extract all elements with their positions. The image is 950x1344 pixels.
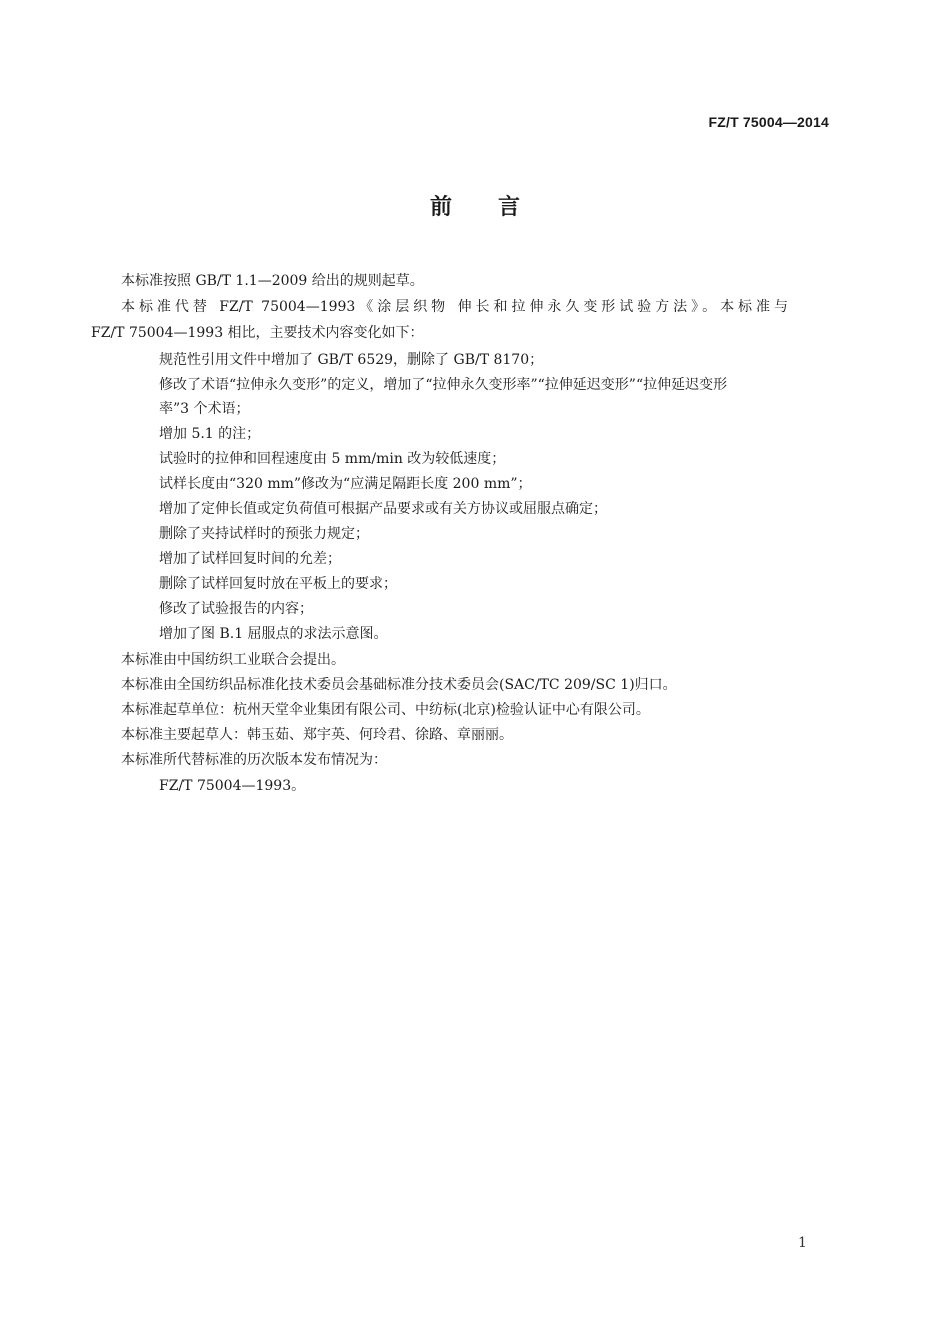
paragraph-drafting-units: 本标准起草单位：杭州天堂伞业集团有限公司、中纺标(北京)检验认证中心有限公司。 [121,702,650,718]
standard-code: FZ/T 75004—2014 [708,114,829,130]
page-title: 前言 [429,195,566,220]
history-item: FZ/T 75004—1993。 [159,778,306,794]
list-item: 修改了术语“拉伸永久变形”的定义，增加了“拉伸永久变形率”“拉伸延迟变形”“拉伸延迟变形 [159,377,728,393]
paragraph-history: 本标准所代替标准的历次版本发布情况为： [121,752,387,768]
paragraph-replacement-cont: FZ/T 75004—1993 相比，主要技术内容变化如下： [91,325,424,341]
list-item: 试验时的拉伸和回程速度由 5 mm/min 改为较低速度； [159,451,506,467]
paragraph-committee: 本标准由全国纺织品标准化技术委员会基础标准分技术委员会(SAC/TC 209/SC 1)归口。 [121,677,677,693]
paragraph-replacement: 本标准代替 FZ/T 75004—1993《涂层织物 伸长和拉伸永久变形试验方法》。本标准与 [121,299,788,315]
list-item: 增加 5.1 的注； [159,426,261,442]
list-item: 增加了试样回复时间的允差； [159,551,341,567]
list-item: 增加了图 B.1 屈服点的求法示意图。 [159,626,388,642]
list-item-cont: 率”3 个术语； [159,401,250,417]
list-item: 增加了定伸长值或定负荷值可根据产品要求或有关方协议或屈服点确定； [159,501,607,517]
page-number: 1 [798,1235,807,1251]
paragraph-drafters: 本标准主要起草人：韩玉茹、郑宇英、何玲君、徐路、章丽丽。 [121,727,513,743]
paragraph-drafting-rule: 本标准按照 GB/T 1.1—2009 给出的规则起草。 [121,273,424,289]
list-item: 试样长度由“320 mm”修改为“应满足隔距长度 200 mm”； [159,476,532,492]
list-item: 规范性引用文件中增加了 GB/T 6529，删除了 GB/T 8170； [159,352,544,368]
paragraph-proposer: 本标准由中国纺织工业联合会提出。 [121,652,345,668]
list-item: 修改了试验报告的内容； [159,601,313,617]
list-item: 删除了试样回复时放在平板上的要求； [159,576,397,592]
list-item: 删除了夹持试样时的预张力规定； [159,526,369,542]
